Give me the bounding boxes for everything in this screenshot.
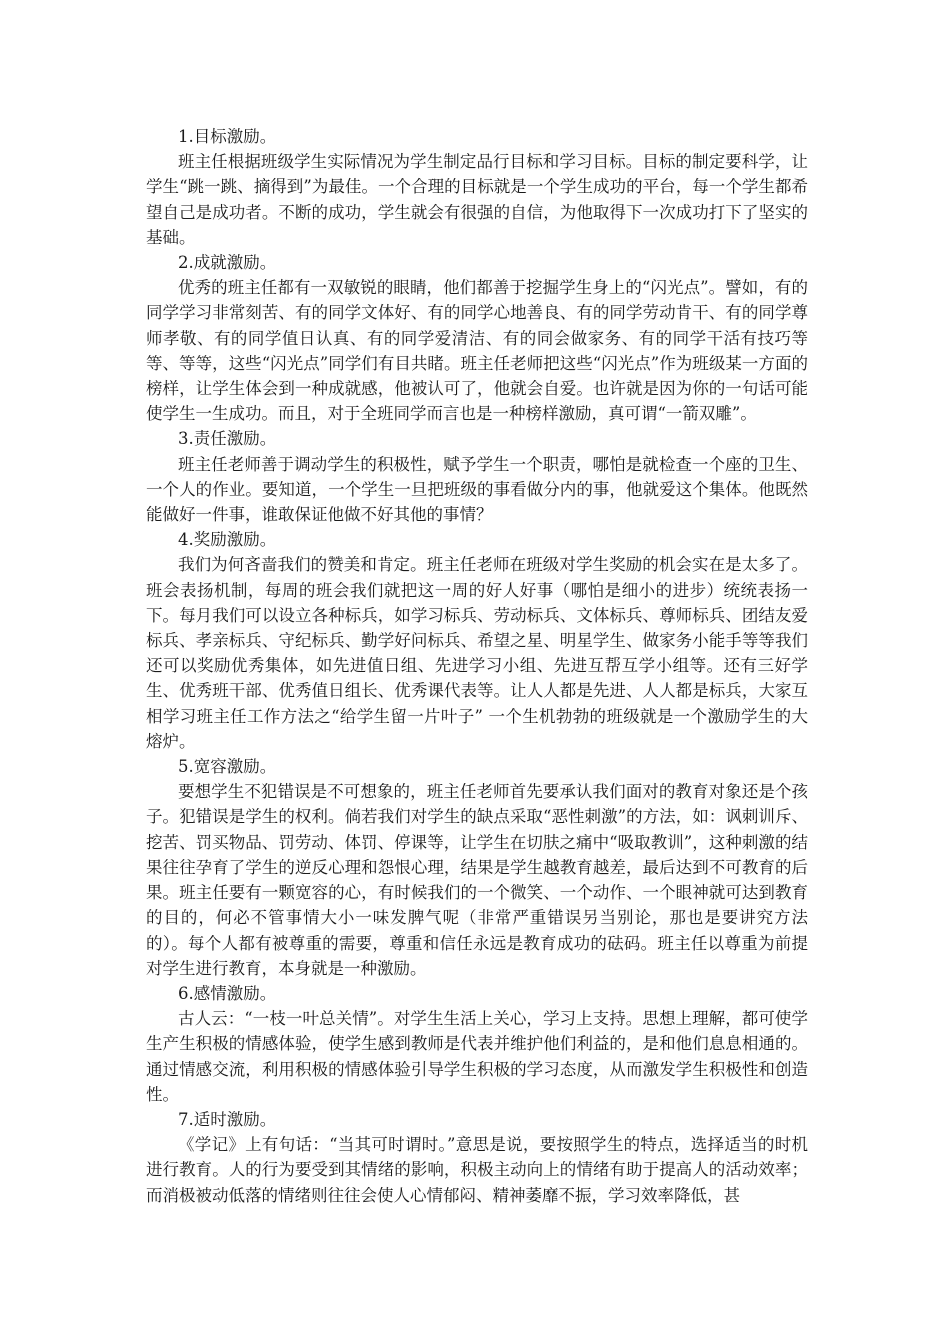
- section-heading: 3.责任激励。: [178, 429, 277, 449]
- section-paragraph: 班主任根据班级学生实际情况为学生制定品行目标和学习目标。目标的制定要科学，让学生“跳一跳、摘得到”为最佳。一个合理的目标就是一个学生成功的平台，每一个学生都希望自己是成功者。不断的成功，学生就会有很强的自信，为他取得下一次成功打下了坚实的基础。: [146, 152, 808, 247]
- section-paragraph: 优秀的班主任都有一双敏锐的眼睛，他们都善于挖掘学生身上的“闪光点”。譬如，有的同学学习非常刻苦、有的同学文体好、有的同学心地善良、有的同学劳动肯干、有的同学尊师孝敬、有的同学值日认真、有的同学爱清洁、有的同会做家务、有的同学干活有技巧等等、等等，这些“闪光点”同学们有目共睹。班主任老师把这些“闪光点”作为班级某一方面的榜样，让学生体会到一种成就感，他被认可了，他就会自爱。也许就是因为你的一句话可能使学生一生成功。而且，对于全班同学而言也是一种榜样激励，真可谓“一箭双雕”。: [146, 278, 808, 424]
- section-heading: 4.奖励激励。: [178, 530, 277, 550]
- section-heading: 5.宽容激励。: [178, 757, 277, 777]
- section-paragraph: 古人云：“一枝一叶总关情”。对学生生活上关心，学习上支持。思想上理解，都可使学生产生积极的情感体验，使学生感到教师是代表并维护他们利益的，是和他们息息相通的。通过情感交流，利用积极的情感体验引导学生积极的学习态度，从而激发学生积极性和创造性。: [146, 1009, 808, 1104]
- section-paragraph: 班主任老师善于调动学生的积极性，赋予学生一个职责，哪怕是就检查一个座的卫生、一个人的作业。要知道，一个学生一旦把班级的事看做分内的事，他就爱这个集体。他既然能做好一件事，谁敢保证他做不好其他的事情？: [146, 454, 808, 525]
- section-paragraph: 要想学生不犯错误是不可想象的，班主任老师首先要承认我们面对的教育对象还是个孩子。犯错误是学生的权利。倘若我们对学生的缺点采取“恶性刺激”的方法，如：讽刺训斥、挖苦、罚买物品、罚劳动、体罚、停课等，让学生在切肤之痛中“吸取教训”，这种刺激的结果往往孕育了学生的逆反心理和怨恨心理，结果是学生越教育越差，最后达到不可教育的后果。班主任要有一颗宽容的心，有时候我们的一个微笑、一个动作、一个眼神就可达到教育的目的，何必不管事情大小一味发脾气呢（非常严重错误另当别论，那也是要讲究方法的）。每个人都有被尊重的需要，尊重和信任永远是教育成功的砝码。班主任以尊重为前提对学生进行教育，本身就是一种激励。: [146, 782, 808, 978]
- section-heading: 2.成就激励。: [178, 253, 277, 273]
- section-paragraph: 《学记》上有句话：“当其可时谓时。”意思是说，要按照学生的特点，选择适当的时机进行教育。人的行为要受到其情绪的影响，积极主动向上的情绪有助于提高人的活动效率；而消极被动低落的情绪则往往会使人心情郁闷、精神萎靡不振，学习效率降低，甚: [146, 1135, 808, 1205]
- section-paragraph: 我们为何吝啬我们的赞美和肯定。班主任老师在班级对学生奖励的机会实在是太多了。班会表扬机制，每周的班会我们就把这一周的好人好事（哪怕是细小的进步）统统表扬一下。每月我们可以设立各种标兵，如学习标兵、劳动标兵、文体标兵、尊师标兵、团结友爱标兵、孝亲标兵、守纪标兵、勤学好问标兵、希望之星、明星学生、做家务小能手等等我们还可以奖励优秀集体，如先进值日组、先进学习小组、先进互帮互学小组等。还有三好学生、优秀班干部、优秀值日组长、优秀课代表等。让人人都是先进、人人都是标兵，大家互相学习班主任工作方法之“给学生留一片叶子” 一个生机勃勃的班级就是一个激励学生的大熔炉。: [146, 555, 808, 751]
- document-page: [146, 124, 808, 1208]
- section-heading: 7.适时激励。: [178, 1109, 277, 1129]
- section-heading: 1.目标激励。: [178, 127, 277, 146]
- section-heading: 6.感情激励。: [178, 983, 277, 1003]
